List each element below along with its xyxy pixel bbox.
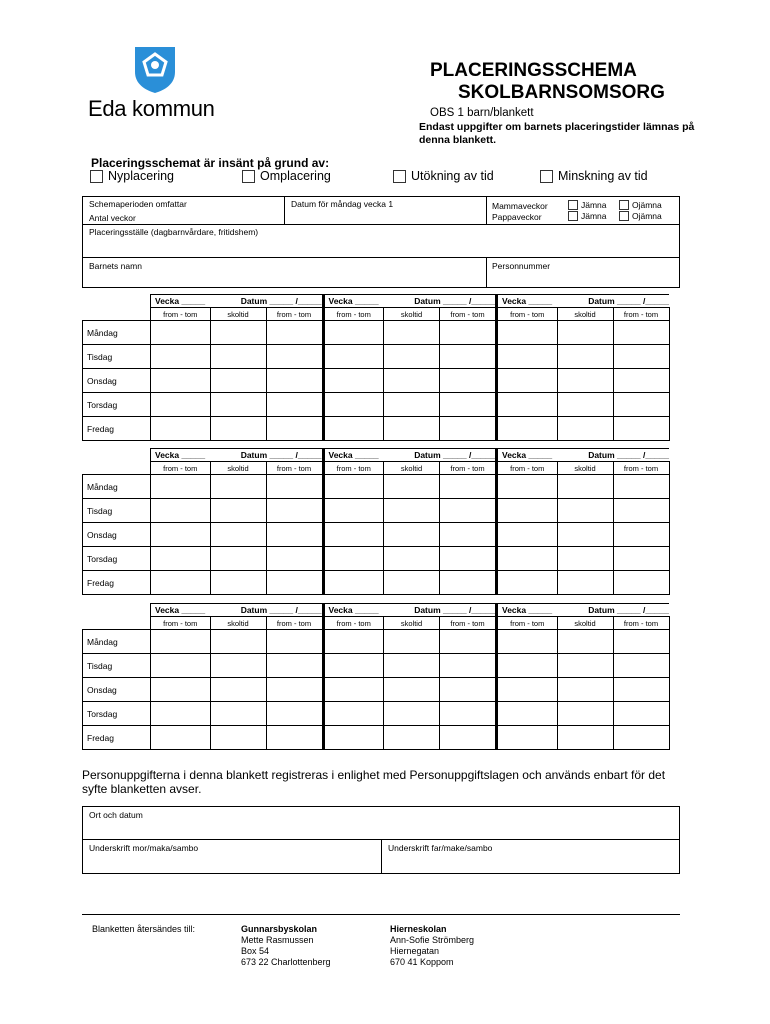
time-cell[interactable] — [613, 571, 669, 595]
from-to-header: from - tom — [323, 308, 384, 321]
time-cell[interactable] — [384, 369, 440, 393]
time-cell[interactable] — [440, 547, 497, 571]
week-label[interactable]: Vecka _____ — [497, 449, 558, 462]
time-cell[interactable] — [151, 571, 211, 595]
time-cell[interactable] — [266, 417, 323, 441]
time-cell[interactable] — [557, 499, 613, 523]
time-cell[interactable] — [557, 702, 613, 726]
return-label: Blanketten återsändes till: — [92, 924, 196, 934]
week-label[interactable]: Vecka _____ — [323, 449, 384, 462]
option-utokning[interactable]: Utökning av tid — [393, 169, 494, 183]
time-cell[interactable] — [440, 678, 497, 702]
time-cell[interactable] — [440, 417, 497, 441]
time-cell[interactable] — [323, 654, 384, 678]
weeks-field[interactable]: Antal veckor — [89, 213, 136, 223]
date-label[interactable]: Datum _____ /_____ — [384, 295, 497, 308]
time-cell[interactable] — [613, 499, 669, 523]
week-label[interactable]: Vecka _____ — [497, 295, 558, 308]
time-cell[interactable] — [266, 571, 323, 595]
signature-father-field[interactable]: Underskrift far/make/sambo — [388, 843, 493, 853]
time-cell[interactable] — [613, 417, 669, 441]
day-label: Fredag — [83, 571, 151, 595]
time-cell[interactable] — [210, 654, 266, 678]
time-cell[interactable] — [557, 523, 613, 547]
time-cell[interactable] — [613, 475, 669, 499]
table-row — [83, 678, 670, 702]
time-cell[interactable] — [497, 523, 558, 547]
schedule-table — [82, 603, 670, 750]
time-cell[interactable] — [497, 654, 558, 678]
time-cell[interactable] — [440, 369, 497, 393]
school-time-header: skoltid — [557, 617, 613, 630]
from-to-header: from - tom — [151, 308, 211, 321]
time-cell[interactable] — [210, 393, 266, 417]
time-cell[interactable] — [323, 726, 384, 750]
option-minskning[interactable]: Minskning av tid — [540, 169, 648, 183]
form-title: PLACERINGSSCHEMA SKOLBARNSOMSORG — [430, 60, 665, 103]
time-cell[interactable] — [384, 571, 440, 595]
time-cell[interactable] — [384, 345, 440, 369]
time-cell[interactable] — [266, 345, 323, 369]
date-label[interactable]: Datum _____ /_____ — [384, 604, 497, 617]
time-cell[interactable] — [323, 475, 384, 499]
day-label: Tisdag — [83, 499, 151, 523]
table-row — [83, 475, 670, 499]
time-cell[interactable] — [497, 321, 558, 345]
day-label: Torsdag — [83, 547, 151, 571]
time-cell[interactable] — [557, 630, 613, 654]
time-cell[interactable] — [440, 393, 497, 417]
checkbox[interactable] — [568, 200, 578, 210]
time-cell[interactable] — [266, 547, 323, 571]
week-label[interactable]: Vecka _____ — [497, 604, 558, 617]
time-cell[interactable] — [210, 630, 266, 654]
from-to-header: from - tom — [613, 617, 669, 630]
father-even[interactable]: Jämna — [568, 211, 607, 221]
time-cell[interactable] — [151, 369, 211, 393]
day-label: Torsdag — [83, 393, 151, 417]
time-cell[interactable] — [210, 678, 266, 702]
time-cell[interactable] — [210, 571, 266, 595]
table-row — [83, 630, 670, 654]
time-cell[interactable] — [323, 678, 384, 702]
checkbox[interactable] — [619, 211, 629, 221]
placement-field[interactable]: Placeringsställe (dagbarnvårdare, fritidshem) — [89, 227, 259, 237]
day-label: Måndag — [83, 630, 151, 654]
time-cell[interactable] — [613, 393, 669, 417]
time-cell[interactable] — [151, 654, 211, 678]
from-to-header: from - tom — [497, 462, 558, 475]
time-cell[interactable] — [497, 345, 558, 369]
time-cell[interactable] — [210, 702, 266, 726]
from-to-header: from - tom — [497, 308, 558, 321]
table-row — [83, 523, 670, 547]
time-cell[interactable] — [497, 499, 558, 523]
time-cell[interactable] — [613, 654, 669, 678]
time-cell[interactable] — [557, 475, 613, 499]
table-row — [83, 369, 670, 393]
time-cell[interactable] — [440, 345, 497, 369]
from-to-header: from - tom — [266, 308, 323, 321]
checkbox[interactable] — [540, 170, 553, 183]
date-label[interactable]: Datum _____ /_____ — [557, 449, 669, 462]
day-label: Måndag — [83, 475, 151, 499]
from-to-header: from - tom — [613, 308, 669, 321]
time-cell[interactable] — [557, 345, 613, 369]
from-to-header: from - tom — [266, 617, 323, 630]
time-cell[interactable] — [384, 547, 440, 571]
from-to-header: from - tom — [440, 462, 497, 475]
time-cell[interactable] — [210, 417, 266, 441]
time-cell[interactable] — [266, 499, 323, 523]
time-cell[interactable] — [384, 417, 440, 441]
time-cell[interactable] — [613, 678, 669, 702]
time-cell[interactable] — [151, 678, 211, 702]
time-cell[interactable] — [266, 393, 323, 417]
time-cell[interactable] — [440, 702, 497, 726]
time-cell[interactable] — [266, 475, 323, 499]
time-cell[interactable] — [151, 393, 211, 417]
from-to-header: from - tom — [151, 462, 211, 475]
date-label[interactable]: Datum _____ /_____ — [557, 604, 669, 617]
time-cell[interactable] — [151, 499, 211, 523]
time-cell[interactable] — [384, 654, 440, 678]
week-label[interactable]: Vecka _____ — [151, 295, 211, 308]
time-cell[interactable] — [266, 369, 323, 393]
time-cell[interactable] — [151, 417, 211, 441]
time-cell[interactable] — [210, 475, 266, 499]
place-date-field[interactable]: Ort och datum — [89, 810, 143, 820]
time-cell[interactable] — [440, 630, 497, 654]
time-cell[interactable] — [497, 475, 558, 499]
mother-even[interactable]: Jämna — [568, 200, 607, 210]
municipality-name: Eda kommun — [88, 96, 215, 121]
day-label: Tisdag — [83, 345, 151, 369]
time-cell[interactable] — [440, 523, 497, 547]
time-cell[interactable] — [497, 369, 558, 393]
time-cell[interactable] — [557, 417, 613, 441]
time-cell[interactable] — [151, 345, 211, 369]
time-cell[interactable] — [613, 702, 669, 726]
table-row — [83, 499, 670, 523]
time-cell[interactable] — [323, 547, 384, 571]
time-cell[interactable] — [557, 654, 613, 678]
table-row — [83, 547, 670, 571]
time-cell[interactable] — [384, 393, 440, 417]
time-cell[interactable] — [151, 630, 211, 654]
time-cell[interactable] — [323, 630, 384, 654]
time-cell[interactable] — [210, 321, 266, 345]
time-cell[interactable] — [266, 726, 323, 750]
time-cell[interactable] — [210, 547, 266, 571]
time-cell[interactable] — [557, 393, 613, 417]
time-cell[interactable] — [151, 702, 211, 726]
school1-address: Gunnarsbyskolan Mette Rasmussen Box 54 673 22 Charlottenberg — [241, 924, 331, 967]
time-cell[interactable] — [440, 321, 497, 345]
table-row — [83, 571, 670, 595]
table-row — [83, 654, 670, 678]
from-to-header: from - tom — [497, 617, 558, 630]
day-label: Onsdag — [83, 369, 151, 393]
day-label: Torsdag — [83, 702, 151, 726]
date-label[interactable]: Datum _____ /_____ — [384, 449, 497, 462]
school-time-header: skoltid — [557, 462, 613, 475]
time-cell[interactable] — [440, 499, 497, 523]
time-cell[interactable] — [151, 321, 211, 345]
checkbox[interactable] — [568, 211, 578, 221]
table-row — [83, 726, 670, 750]
time-cell[interactable] — [266, 678, 323, 702]
time-cell[interactable] — [323, 499, 384, 523]
time-cell[interactable] — [557, 369, 613, 393]
time-cell[interactable] — [613, 547, 669, 571]
school-time-header: skoltid — [210, 308, 266, 321]
time-cell[interactable] — [323, 571, 384, 595]
time-cell[interactable] — [384, 523, 440, 547]
school-time-header: skoltid — [210, 617, 266, 630]
from-to-header: from - tom — [266, 462, 323, 475]
time-cell[interactable] — [557, 321, 613, 345]
time-cell[interactable] — [323, 702, 384, 726]
time-cell[interactable] — [323, 523, 384, 547]
day-label: Fredag — [83, 417, 151, 441]
signature-mother-field[interactable]: Underskrift mor/maka/sambo — [89, 843, 199, 853]
time-cell[interactable] — [557, 571, 613, 595]
time-cell[interactable] — [497, 726, 558, 750]
date-label[interactable]: Datum _____ /_____ — [210, 449, 323, 462]
day-label: Tisdag — [83, 654, 151, 678]
time-cell[interactable] — [613, 321, 669, 345]
time-cell[interactable] — [497, 678, 558, 702]
time-cell[interactable] — [323, 393, 384, 417]
time-cell[interactable] — [497, 571, 558, 595]
week-label[interactable]: Vecka _____ — [151, 449, 211, 462]
week-label[interactable]: Vecka _____ — [323, 295, 384, 308]
time-cell[interactable] — [210, 345, 266, 369]
time-cell[interactable] — [557, 678, 613, 702]
table-row — [83, 321, 670, 345]
time-cell[interactable] — [210, 369, 266, 393]
reason-heading: Placeringsschemat är insänt på grund av: — [91, 156, 330, 170]
time-cell[interactable] — [323, 345, 384, 369]
schedule-period-field[interactable]: Schemaperioden omfattar — [89, 199, 187, 209]
time-cell[interactable] — [497, 393, 558, 417]
checkbox[interactable] — [242, 170, 255, 183]
from-to-header: from - tom — [440, 308, 497, 321]
time-cell[interactable] — [497, 547, 558, 571]
table-row — [83, 417, 670, 441]
school-time-header: skoltid — [210, 462, 266, 475]
time-cell[interactable] — [384, 726, 440, 750]
time-cell[interactable] — [266, 630, 323, 654]
time-cell[interactable] — [266, 702, 323, 726]
time-cell[interactable] — [440, 726, 497, 750]
school-time-header: skoltid — [384, 308, 440, 321]
from-to-header: from - tom — [440, 617, 497, 630]
time-cell[interactable] — [384, 630, 440, 654]
time-cell[interactable] — [384, 321, 440, 345]
time-cell[interactable] — [440, 654, 497, 678]
time-cell[interactable] — [440, 475, 497, 499]
time-cell[interactable] — [557, 547, 613, 571]
day-label: Onsdag — [83, 523, 151, 547]
time-cell[interactable] — [497, 702, 558, 726]
option-omplacering[interactable]: Omplacering — [242, 169, 331, 183]
time-cell[interactable] — [497, 417, 558, 441]
info-note: Endast uppgifter om barnets placeringstider lämnas på denna blankett. — [419, 121, 695, 146]
checkbox[interactable] — [619, 200, 629, 210]
time-cell[interactable] — [384, 475, 440, 499]
table-row — [83, 345, 670, 369]
time-cell[interactable] — [557, 726, 613, 750]
time-cell[interactable] — [210, 523, 266, 547]
time-cell[interactable] — [151, 523, 211, 547]
table-row — [83, 393, 670, 417]
checkbox[interactable] — [90, 170, 103, 183]
time-cell[interactable] — [613, 369, 669, 393]
checkbox[interactable] — [393, 170, 406, 183]
from-to-header: from - tom — [613, 462, 669, 475]
time-cell[interactable] — [384, 702, 440, 726]
from-to-header: from - tom — [323, 617, 384, 630]
time-cell[interactable] — [323, 369, 384, 393]
time-cell[interactable] — [210, 726, 266, 750]
mother-weeks-label: Mammaveckor — [492, 201, 548, 211]
time-cell[interactable] — [151, 475, 211, 499]
date-label[interactable]: Datum _____ /_____ — [210, 604, 323, 617]
child-name-field[interactable]: Barnets namn — [89, 261, 142, 271]
time-cell[interactable] — [151, 547, 211, 571]
school2-address: Hierneskolan Ann-Sofie Strömberg Hiernegatan 670 41 Koppom — [390, 924, 475, 967]
time-cell[interactable] — [266, 321, 323, 345]
day-label: Fredag — [83, 726, 151, 750]
week-label[interactable]: Vecka _____ — [151, 604, 211, 617]
from-to-header: from - tom — [323, 462, 384, 475]
date-label[interactable]: Datum _____ /_____ — [210, 295, 323, 308]
father-weeks-label: Pappaveckor — [492, 212, 542, 222]
schedule-table — [82, 448, 670, 595]
time-cell[interactable] — [323, 417, 384, 441]
obs-note: OBS 1 barn/blankett — [430, 107, 534, 119]
day-label: Onsdag — [83, 678, 151, 702]
time-cell[interactable] — [210, 499, 266, 523]
from-to-header: from - tom — [151, 617, 211, 630]
time-cell[interactable] — [266, 523, 323, 547]
time-cell[interactable] — [613, 726, 669, 750]
school-time-header: skoltid — [384, 462, 440, 475]
date-label[interactable]: Datum _____ /_____ — [557, 295, 669, 308]
privacy-note: Personuppgifterna i denna blankett registreras i enlighet med Personuppgiftslagen och används enbart för det syfte blanketten avser. — [82, 768, 666, 796]
time-cell[interactable] — [151, 726, 211, 750]
monday-date-field[interactable]: Datum för måndag vecka 1 — [291, 199, 394, 209]
time-cell[interactable] — [323, 321, 384, 345]
time-cell[interactable] — [613, 345, 669, 369]
table-row — [83, 702, 670, 726]
school-time-header: skoltid — [557, 308, 613, 321]
option-nyplacering[interactable]: Nyplacering — [90, 169, 174, 183]
personal-number-field[interactable]: Personnummer — [492, 261, 551, 271]
week-label[interactable]: Vecka _____ — [323, 604, 384, 617]
time-cell[interactable] — [613, 630, 669, 654]
father-odd[interactable]: Ojämna — [619, 211, 662, 221]
time-cell[interactable] — [384, 499, 440, 523]
schedule-table — [82, 294, 670, 441]
school-time-header: skoltid — [384, 617, 440, 630]
time-cell[interactable] — [266, 654, 323, 678]
time-cell[interactable] — [613, 523, 669, 547]
time-cell[interactable] — [384, 678, 440, 702]
day-label: Måndag — [83, 321, 151, 345]
mother-odd[interactable]: Ojämna — [619, 200, 662, 210]
time-cell[interactable] — [440, 571, 497, 595]
time-cell[interactable] — [497, 630, 558, 654]
municipality-logo — [132, 44, 178, 94]
